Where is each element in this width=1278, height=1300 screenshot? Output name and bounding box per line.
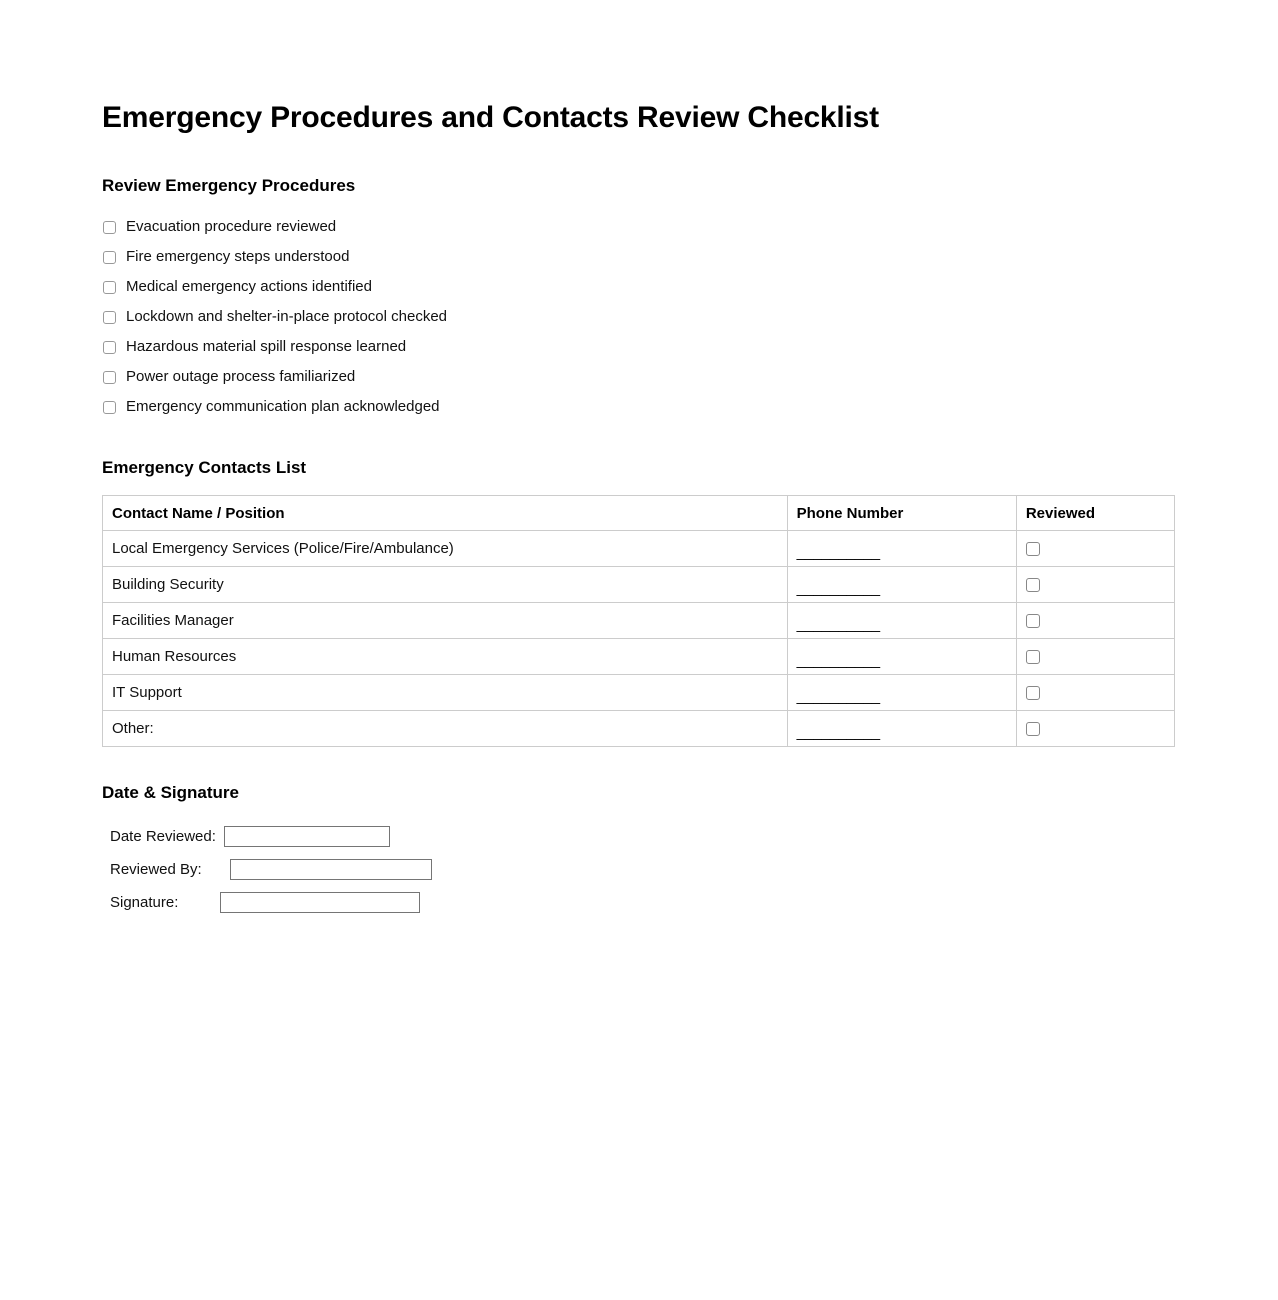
checkbox-icon[interactable] bbox=[103, 371, 116, 384]
cell-phone-number[interactable] bbox=[787, 567, 1016, 603]
cell-reviewed[interactable] bbox=[1016, 531, 1174, 567]
table-header-row bbox=[103, 496, 1175, 531]
checkbox-icon[interactable] bbox=[103, 221, 116, 234]
column-header-reviewed: Reviewed bbox=[1016, 496, 1174, 531]
checklist-item[interactable] bbox=[102, 302, 1178, 332]
cell-reviewed[interactable] bbox=[1016, 711, 1174, 747]
checkbox-icon[interactable] bbox=[103, 401, 116, 414]
table-row bbox=[103, 567, 1175, 603]
procedures-checklist bbox=[102, 212, 1178, 422]
checklist-item[interactable] bbox=[102, 212, 1178, 242]
checklist-item[interactable] bbox=[102, 272, 1178, 302]
checklist-item-label: Power outage process familiarized bbox=[126, 368, 356, 385]
cell-phone-number[interactable] bbox=[787, 711, 1016, 747]
table-row bbox=[103, 531, 1175, 567]
cell-contact-name: Other: bbox=[103, 711, 788, 747]
checklist-item-label: Emergency communication plan acknowledged bbox=[126, 398, 440, 415]
phone-blank-line: __________ bbox=[796, 616, 881, 633]
checkbox-icon[interactable] bbox=[1026, 578, 1040, 592]
checklist-item-label: Evacuation procedure reviewed bbox=[126, 218, 337, 235]
checklist-item[interactable] bbox=[102, 392, 1178, 422]
cell-reviewed[interactable] bbox=[1016, 639, 1174, 675]
cell-phone-number[interactable] bbox=[787, 531, 1016, 567]
cell-reviewed[interactable] bbox=[1016, 675, 1174, 711]
checkbox-icon[interactable] bbox=[103, 251, 116, 264]
page-title: Emergency Procedures and Contacts Review Checklist bbox=[102, 101, 879, 134]
checklist-item[interactable] bbox=[102, 332, 1178, 362]
checkbox-icon[interactable] bbox=[1026, 686, 1040, 700]
phone-blank-line: __________ bbox=[796, 724, 881, 741]
checklist-item-label: Medical emergency actions identified bbox=[126, 278, 372, 295]
checklist-item[interactable] bbox=[102, 362, 1178, 392]
table-row bbox=[103, 711, 1175, 747]
table-row bbox=[103, 639, 1175, 675]
phone-blank-line: __________ bbox=[796, 652, 881, 669]
checkbox-icon[interactable] bbox=[103, 311, 116, 324]
checkbox-icon[interactable] bbox=[1026, 542, 1040, 556]
label-date-reviewed: Date Reviewed: bbox=[110, 827, 216, 845]
cell-reviewed[interactable] bbox=[1016, 567, 1174, 603]
checkbox-icon[interactable] bbox=[1026, 650, 1040, 664]
checklist-item-label: Fire emergency steps understood bbox=[126, 248, 350, 265]
column-header-contact-name: Contact Name / Position bbox=[103, 496, 788, 531]
cell-contact-name: Human Resources bbox=[103, 639, 788, 675]
cell-phone-number[interactable] bbox=[787, 639, 1016, 675]
label-signature: Signature: bbox=[110, 893, 179, 911]
section-heading-review-emergency-procedures: Review Emergency Procedures bbox=[102, 176, 356, 195]
label-reviewed-by: Reviewed By: bbox=[110, 860, 202, 878]
section-heading-date-and-signature: Date & Signature bbox=[102, 783, 239, 802]
checkbox-icon[interactable] bbox=[103, 281, 116, 294]
phone-blank-line: __________ bbox=[796, 544, 881, 561]
signature-fields-block bbox=[102, 820, 1178, 919]
checklist-item[interactable] bbox=[102, 242, 1178, 272]
section-heading-emergency-contacts-list: Emergency Contacts List bbox=[102, 458, 307, 477]
column-header-phone-number: Phone Number bbox=[787, 496, 1016, 531]
table-row bbox=[103, 675, 1175, 711]
reviewed-by-input[interactable] bbox=[230, 859, 432, 880]
cell-contact-name: IT Support bbox=[103, 675, 788, 711]
field-row-signature bbox=[110, 886, 1178, 919]
field-row-reviewed-by bbox=[110, 853, 1178, 886]
cell-contact-name: Building Security bbox=[103, 567, 788, 603]
phone-blank-line: __________ bbox=[796, 688, 881, 705]
date-reviewed-input[interactable] bbox=[224, 826, 390, 847]
phone-blank-line: __________ bbox=[796, 580, 881, 597]
checklist-item-label: Lockdown and shelter-in-place protocol checked bbox=[126, 308, 448, 325]
emergency-contacts-table bbox=[102, 495, 1175, 747]
field-row-date-reviewed bbox=[110, 820, 1178, 853]
checkbox-icon[interactable] bbox=[1026, 614, 1040, 628]
cell-reviewed[interactable] bbox=[1016, 603, 1174, 639]
table-row bbox=[103, 603, 1175, 639]
cell-phone-number[interactable] bbox=[787, 675, 1016, 711]
checkbox-icon[interactable] bbox=[103, 341, 116, 354]
cell-contact-name: Facilities Manager bbox=[103, 603, 788, 639]
checkbox-icon[interactable] bbox=[1026, 722, 1040, 736]
signature-input[interactable] bbox=[220, 892, 420, 913]
cell-contact-name: Local Emergency Services (Police/Fire/Ambulance) bbox=[103, 531, 788, 567]
checklist-item-label: Hazardous material spill response learned bbox=[126, 338, 407, 355]
document-content bbox=[102, 100, 1178, 919]
cell-phone-number[interactable] bbox=[787, 603, 1016, 639]
